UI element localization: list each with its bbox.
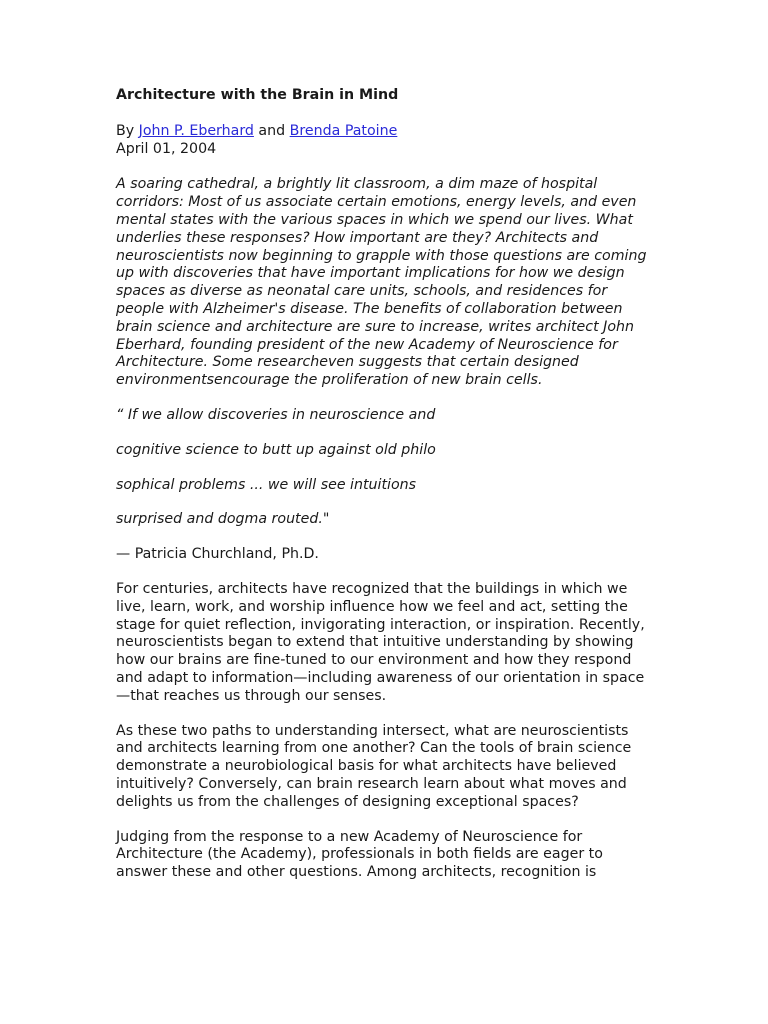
byline-conjunction: and bbox=[253, 122, 290, 139]
quote-attribution: — Patricia Churchland, Ph.D. bbox=[116, 546, 319, 563]
byline-prefix: By bbox=[116, 122, 139, 139]
article bbox=[116, 87, 656, 899]
body-paragraph-1: For centuries, architects have recognized that the buildings in which we live, learn, work, and worship influence how we feel and act, setting the stage for quiet reflection, invigorating interaction, or inspiration. Recently, neuroscientists began to extend that intuitive understanding by showing how our brains are fine-tuned to our environment and how they respond and adapt to information—including awareness of our orientation in space—that reaches us through our senses. bbox=[116, 580, 645, 704]
quote-line-4: surprised and dogma routed." bbox=[116, 511, 330, 528]
quote-line-3: sophical problems ... we will see intuitions bbox=[116, 476, 417, 493]
quote-line-2: cognitive science to butt up against old philo bbox=[116, 441, 436, 458]
body-paragraph-2: As these two paths to understanding intersect, what are neuroscientists and architects learning from one another? Can the tools of brain science demonstrate a neurobiological basis for what architects have believed intuitively? Conversely, can brain research learn about what moves and delights us from the challenges of designing exceptional spaces? bbox=[116, 722, 632, 810]
byline bbox=[116, 123, 656, 141]
author-link-eberhard[interactable]: John P. Eberhard bbox=[138, 122, 254, 139]
intro-paragraph: A soaring cathedral, a brightly lit classroom, a dim maze of hospital corridors: Most of us associate certain emotions, energy levels, and even mental states with the various spaces in which we spend our lives. What underlies these responses? How important are they? Architects and neuroscientists now beginning to grapple with those questions are coming up with discoveries that have important implications for how we design spaces as diverse as neonatal care units, schools, and residences for people with Alzheimer's disease. The benefits of collaboration between brain science and architecture are sure to increase, writes architect John Eberhard, founding president of the new Academy of Neuroscience for Architecture. Some researcheven suggests that certain designed environmentsencourage the proliferation of new brain cells. bbox=[116, 176, 647, 389]
quote-line-1: “ If we allow discoveries in neuroscience and bbox=[116, 406, 436, 423]
article-title: Architecture with the Brain in Mind bbox=[116, 87, 399, 103]
author-link-patoine[interactable]: Brenda Patoine bbox=[289, 122, 398, 139]
publication-date: April 01, 2004 bbox=[116, 140, 217, 157]
body-paragraph-3: Judging from the response to a new Academy of Neuroscience for Architecture (the Academy), professionals in both fields are eager to answer these and other questions. Among architects, recognition is bbox=[116, 828, 603, 881]
